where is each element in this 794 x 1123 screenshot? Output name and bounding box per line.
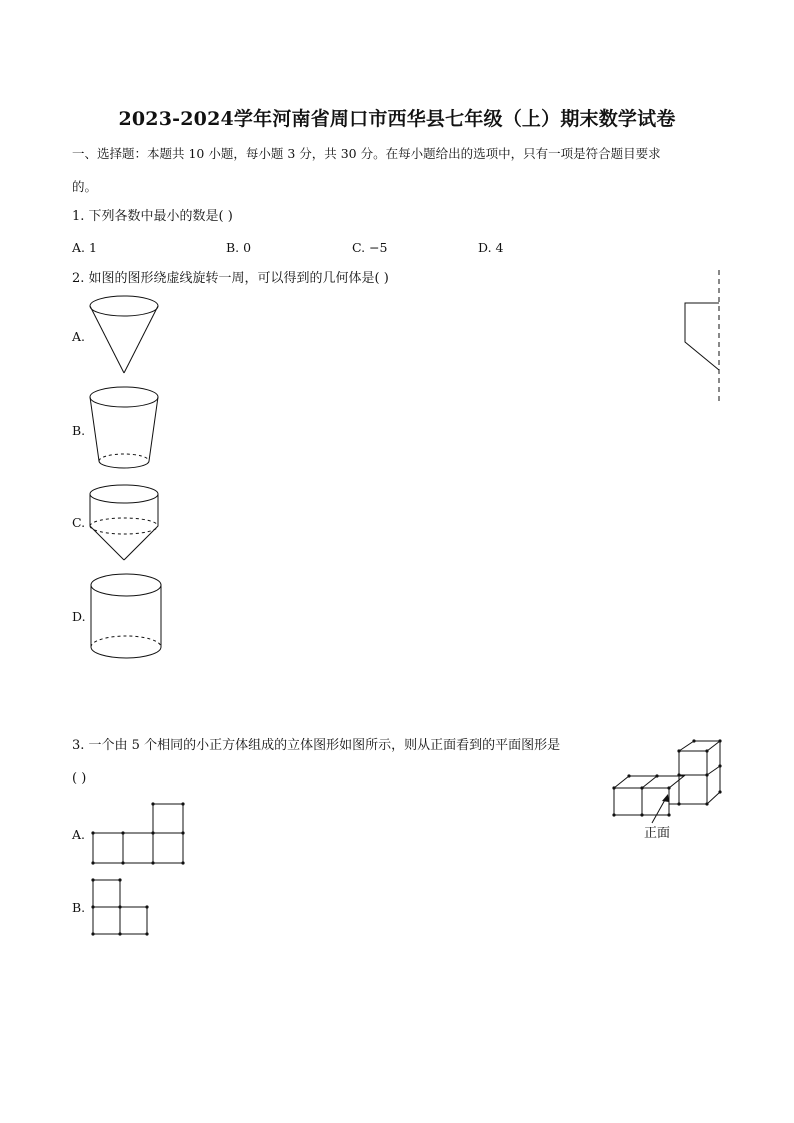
q3-option-b-figure xyxy=(90,877,152,939)
q1-option-c: C. −5 xyxy=(352,240,388,255)
q2-option-b-figure xyxy=(88,385,163,475)
q2-option-d-label: D. xyxy=(72,609,86,624)
q2-option-b-label: B. xyxy=(72,423,86,438)
q2-option-a-figure xyxy=(88,294,163,379)
q1-option-b: B. 0 xyxy=(226,240,252,255)
q3-option-a-figure xyxy=(90,801,186,867)
q2-rotation-figure xyxy=(680,266,730,406)
rotated-shape xyxy=(685,303,719,370)
q3-stem-line2: ( ) xyxy=(72,771,87,786)
q2-option-c-figure xyxy=(88,483,163,565)
q3-option-b-label: B. xyxy=(72,900,86,915)
q3-stem-line1: 3. 一个由 5 个相同的小正方体组成的立体图形如图所示，则从正面看到的平面图形是 xyxy=(72,738,561,753)
q3-cubes-figure xyxy=(608,738,723,823)
section-heading-line2: 的。 xyxy=(72,179,98,194)
q2-option-a-label: A. xyxy=(72,329,86,344)
q1-option-a: A. 1 xyxy=(72,240,97,255)
page-title: 2023-2024学年河南省周口市西华县七年级（上）期末数学试卷 xyxy=(118,108,676,130)
section-heading-line1: 一、选择题：本题共 10 小题，每小题 3 分，共 30 分。在每小题给出的选项中，只有一项是符合题目要求 xyxy=(72,146,661,161)
q2-option-d-figure xyxy=(88,572,166,664)
q1-option-d: D. 4 xyxy=(478,240,504,255)
q2-option-c-label: C. xyxy=(72,515,86,530)
q2-stem: 2. 如图的图形绕虚线旋转一周，可以得到的几何体是( ) xyxy=(72,271,389,286)
q3-front-label: 正面 xyxy=(644,826,671,841)
q3-option-a-label: A. xyxy=(72,827,86,842)
q1-stem: 1. 下列各数中最小的数是( ) xyxy=(72,209,233,224)
